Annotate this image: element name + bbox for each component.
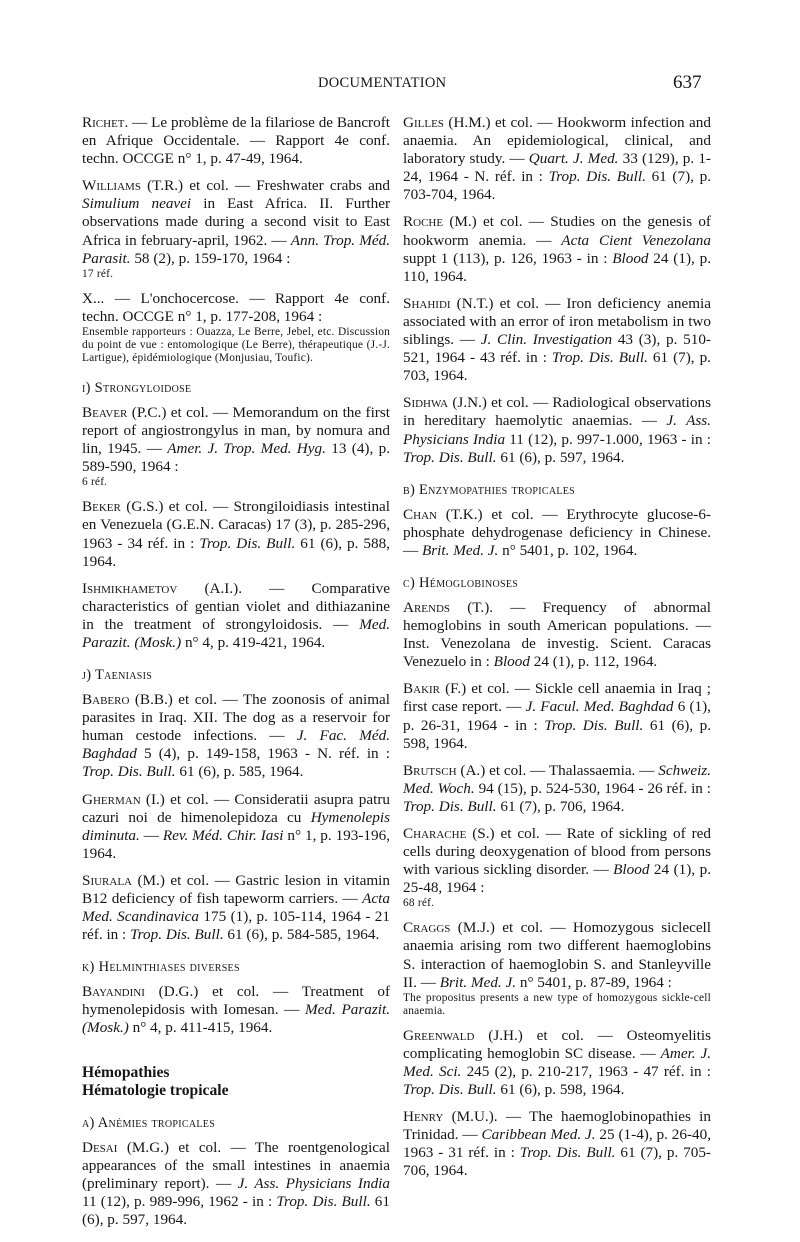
bibliography-entry (82, 177, 390, 280)
entry-text: 61 (7), p. 703, 1964. (403, 349, 711, 385)
entry-text: (M.J.) et col. — Homozygous siclecell anaemia arising rom two different haemoglobins S. interaction of haemoglobin S. and Stanleyville II. — (403, 919, 711, 991)
bibliography-entry (403, 680, 711, 752)
entry-text: 25 (1-4), p. 26-40, 1963 - 31 réf. in : (403, 1126, 712, 1162)
journal-title: J. Facul. Med. Baghdad (525, 698, 674, 716)
journal-title: J. Clin. Investigation (480, 331, 613, 349)
running-header (0, 74, 800, 96)
entry-text: (J.N.) et col. — Radiological observations in hereditary haemolytic anaemias. — (403, 394, 711, 430)
chapter-heading-line-1: Hémopathies (82, 1063, 170, 1081)
entry-text: 61 (6), p. 597, 1964. (82, 1192, 390, 1228)
journal-title: J. Ass. Physicians India (403, 412, 711, 448)
chapter-heading (82, 1064, 390, 1100)
entry-author: Richet. (82, 114, 129, 131)
entry-text: (P.C.) et col. — Memorandum on the first report of angiostrongylus in man, by nomura and lin, 1945. — (82, 403, 390, 458)
journal-title: Trop. Dis. Bull. (130, 926, 224, 944)
entry-text: n° 4, p. 411-415, 1964. (128, 1019, 273, 1037)
entry-author: Henry (403, 1108, 444, 1126)
journal-title: Trop. Dis. Bull. (551, 349, 648, 367)
bibliography-entry (403, 825, 711, 910)
entry-text: 5 (4), p. 149-158, 1963 - N. réf. in : (136, 745, 390, 763)
subsection-heading: k) Helminthiases diverses (82, 959, 240, 976)
entry-italic: Simulium neavei (82, 195, 192, 213)
entry-author: Desai (82, 1138, 118, 1156)
journal-title: Quart. J. Med. (528, 150, 619, 168)
journal-title: Trop. Dis. Bull. (519, 1144, 616, 1162)
entry-text: 11 (12), p. 989-996, 1962 - in : (82, 1192, 277, 1210)
journal-title: Ann. Trop. Méd. Parasit. (82, 231, 390, 267)
entry-text: (G.S.) et col. — Strongiloidiasis intestinal en Venezuela (G.E.N. Caracas) 17 (3), p. 285-296, 1963 - 34 réf. in : (82, 498, 390, 552)
entry-text: n° 1, p. 193-196, 1964. (82, 826, 390, 862)
entry-author: Sidhwa (403, 394, 449, 412)
entry-author: Beker (82, 498, 121, 516)
entry-text: n° 4, p. 419-421, 1964. (181, 633, 326, 651)
entry-text: (M.) et col. — Gastric lesion in vitamin B12 deficiency of fish tapeworm carriers. — (82, 871, 390, 907)
journal-title: Acta Med. Scandinavica (82, 890, 390, 926)
bibliography-entry (403, 295, 711, 385)
journal-title: Brit. Med. J. (421, 541, 499, 559)
journal-title: J. Ass. Physicians India (237, 1174, 390, 1192)
entry-italic: Hymenolepis diminuta. (82, 808, 390, 844)
left-column (82, 114, 390, 1238)
entry-text: (M.) et col. — Studies on the genesis of hookworm anemia. — (403, 213, 711, 249)
entry-text: (B.B.) et col. — The zoonosis of animal parasites in Iraq. XII. The dog as a reservoir for human cestode infections. — (82, 691, 390, 745)
entry-author: Bakir (403, 680, 441, 698)
entry-text: 61 (7), p. 705-706, 1964. (403, 1144, 711, 1180)
bibliography-entry (403, 506, 711, 560)
journal-title: Trop. Dis. Bull. (199, 534, 296, 552)
entry-text: in East Africa. II. Further observations made during a second visit to East Africa in february-april, 1962. — (82, 195, 390, 249)
entry-author: X... (82, 289, 105, 307)
entry-author: Ishmikhametov (82, 579, 178, 597)
bibliography-entry (403, 394, 711, 466)
entry-author: Shahidi (403, 294, 451, 312)
entry-text: (A.) et col. — Thalassaemia. — (456, 761, 659, 779)
journal-title: Amer. J. Med. Sci. (403, 1044, 712, 1080)
entry-text: 24 (1), p. 25-48, 1964 : (403, 861, 711, 897)
chapter-heading-line-2: Hématologie tropicale (82, 1081, 229, 1099)
entry-text: (A.I.). — Comparative characteristics of gentian violet and dithiazanine in the treatment of strongyloidosis. — (82, 579, 390, 633)
entry-text: — Le problème de la filariose de Bancroft en Afrique Occidentale. — Rapport 4e conf. techn. OCCGE n° 1, p. 47-49, 1964. (82, 114, 390, 168)
bibliography-entry (82, 580, 390, 652)
subsection-heading: c) Hémoglobinoses (403, 574, 519, 591)
entry-text: (M.U.). — The haemoglobinopathies in Trinidad. — (403, 1108, 711, 1144)
entry-author: Brutsch (403, 761, 457, 779)
entry-text: 61 (6), p. 585, 1964. (175, 763, 304, 781)
journal-title: Med. Parazit. (Mosk.) (82, 615, 390, 651)
entry-text: (S.) et col. — Rate of sickling of red cells during deoxygenation of blood from persons with various sickling disorder. — (403, 825, 711, 879)
bibliography-entry (82, 1139, 390, 1229)
page-number: 637 (673, 72, 702, 93)
journal-title: Amer. J. Trop. Med. Hyg. (167, 440, 326, 458)
journal-title: Trop. Dis. Bull. (276, 1192, 371, 1210)
bibliography-entry (82, 404, 390, 489)
entry-text: 94 (15), p. 524-530, 1964 - 26 réf. in : (474, 779, 712, 797)
entry-text: — L'onchocercose. — Rapport 4e conf. techn. OCCGE n° 1, p. 177-208, 1964 : (82, 289, 390, 325)
bibliography-entry (82, 983, 390, 1037)
entry-text: (T.R.) et col. — Freshwater crabs and (140, 177, 390, 195)
journal-title: Med. Parazit. (Mosk.) (82, 1001, 390, 1037)
subsection-heading: i) Strongyloidose (82, 379, 192, 396)
entry-author: Greenwald (403, 1026, 475, 1044)
journal-title: Blood (612, 249, 649, 267)
entry-author: Gilles (403, 114, 444, 131)
entry-text: (D.G.) et col. — Treatment of hymenolepidosis with Iomesan. — (82, 983, 390, 1019)
entry-author: Gherman (82, 790, 141, 808)
bibliography-entry (82, 114, 390, 168)
entry-text: (M.G.) et col. — The roentgenological appearances of the small intestines in anaemia (preliminary report). — (82, 1138, 390, 1192)
journal-title: Caribbean Med. J. (481, 1126, 596, 1144)
entry-text: 61 (6), p. 588, 1964. (82, 534, 390, 570)
entry-text: (H.M.) et col. — Hookworm infection and anaemia. An epidemiological, clinical, and laboratory study. — (403, 114, 711, 168)
entry-text: (T.). — Frequency of abnormal hemoglobins in south American populations. — Inst. Venezolana de investig. Scient. Caracas Venezuelo in : (403, 598, 711, 671)
entry-text: 43 (3), p. 510-521, 1964 - 43 réf. in : (403, 331, 711, 367)
entry-note: Ensemble rapporteurs : Ouazza, Le Berre, Jebel, etc. Discussion du point de vue : entomologique (Le Berre), thérapeutique (J.-J. Lartigue), épidémiologique (Monjusiau, Toufic). (82, 325, 390, 364)
journal-title: Acta Cient Venezolana (561, 231, 711, 249)
journal-title: Trop. Dis. Bull. (403, 448, 497, 466)
entry-text: (N.T.) et col. — Iron deficiency anemia associated with an error of iron metabolism in two siblings. — (403, 294, 711, 349)
entry-note: 68 réf. (403, 897, 435, 910)
entry-text: 61 (7), p. 706, 1964. (496, 797, 625, 815)
entry-text: (T.K.) et col. — Erythrocyte glucose-6-phosphate dehydrogenase deficiency in Chinese. — (403, 505, 711, 559)
entry-note: The propositus presents a new type of homozygous sickle-cell anaemia. (403, 991, 711, 1017)
journal-title: Rev. Méd. Chir. Iasi (162, 826, 284, 844)
journal-title: Blood (493, 653, 530, 671)
subsection-heading: j) Taeniasis (82, 667, 153, 684)
entry-author: Beaver (82, 403, 128, 421)
entry-text: 13 (4), p. 589-590, 1964 : (82, 440, 390, 476)
entry-text: 24 (1), p. 112, 1964. (529, 653, 658, 671)
entry-text: 245 (2), p. 210-217, 1963 - 47 réf. in : (461, 1062, 711, 1080)
entry-author: Williams (82, 177, 141, 195)
subsection-heading: a) Anémies tropicales (82, 1114, 216, 1131)
entry-author: Chan (403, 505, 437, 523)
entry-note: 17 réf. (82, 267, 114, 280)
entry-text: — (139, 826, 163, 844)
journal-title: J. Fac. Méd. Baghdad (82, 727, 391, 763)
entry-text: 61 (6), p. 598, 1964. (496, 1081, 625, 1099)
entry-text: n° 5401, p. 87-89, 1964 : (516, 973, 672, 991)
journal-title: Trop. Dis. Bull. (548, 168, 646, 186)
bibliography-entry (403, 1108, 711, 1180)
bibliography-entry (403, 599, 711, 671)
entry-text: suppt 1 (113), p. 126, 1963 - in : (403, 249, 613, 267)
entry-text: (J.H.) et col. — Osteomyelitis complicating hemoglobin SC disease. — (403, 1026, 711, 1062)
right-column (403, 114, 711, 1190)
entry-text: 11 (12), p. 997-1.000, 1963 - in : (505, 430, 712, 448)
entry-text: 58 (2), p. 159-170, 1964 : (130, 249, 291, 267)
entry-text: (F.) et col. — Sickle cell anaemia in Iraq ; first case report. — (403, 680, 711, 716)
journal-title: Blood (613, 861, 650, 879)
bibliography-entry (82, 872, 390, 944)
bibliography-entry (403, 1027, 711, 1099)
subsection-heading: b) Enzymopathies tropicales (403, 481, 576, 498)
bibliography-entry (403, 919, 711, 1017)
entry-text: n° 5401, p. 102, 1964. (498, 541, 638, 559)
bibliography-entry (82, 791, 390, 863)
entry-text: 24 (1), p. 110, 1964. (403, 249, 711, 285)
bibliography-entry (403, 114, 711, 204)
entry-author: Arends (403, 598, 451, 616)
entry-author: Charache (403, 825, 467, 842)
section-title: DOCUMENTATION (318, 75, 447, 91)
entry-text: 175 (1), p. 105-114, 1964 - 21 réf. in : (82, 908, 390, 944)
entry-author: Roche (403, 213, 444, 231)
entry-author: Bayandini (82, 983, 145, 1001)
journal-title: Schweiz. Med. Woch. (403, 761, 711, 797)
entry-author: Babero (82, 691, 130, 709)
journal-title: Trop. Dis. Bull. (403, 797, 497, 815)
bibliography-entry (403, 762, 711, 816)
entry-author: Siurala (82, 871, 132, 889)
journal-title: Trop. Dis. Bull. (544, 716, 644, 734)
entry-author: Craggs (403, 919, 451, 937)
journal-title: Brit. Med. J. (439, 973, 517, 991)
journal-title: Trop. Dis. Bull. (403, 1081, 497, 1099)
entry-text: 61 (7), p. 703-704, 1964. (403, 168, 711, 204)
journal-title: Trop. Dis. Bull. (82, 763, 176, 781)
entry-text: 61 (6), p. 598, 1964. (403, 716, 711, 752)
entry-text: 61 (6), p. 597, 1964. (496, 448, 625, 466)
bibliography-entry (82, 691, 390, 781)
bibliography-entry (403, 213, 711, 285)
entry-note: 6 réf. (82, 476, 108, 489)
entry-text: 61 (6), p. 584-585, 1964. (223, 926, 380, 944)
entry-text: (I.) et col. — Consideratii asupra patru cazuri noi de himenolepidoza cu (82, 790, 390, 826)
bibliography-entry (82, 498, 390, 570)
bibliography-entry (82, 290, 390, 365)
entry-text: 33 (129), p. 1-24, 1964 - N. réf. in : (403, 150, 711, 186)
entry-text: 6 (1), p. 26-31, 1964 - in : (403, 698, 711, 734)
